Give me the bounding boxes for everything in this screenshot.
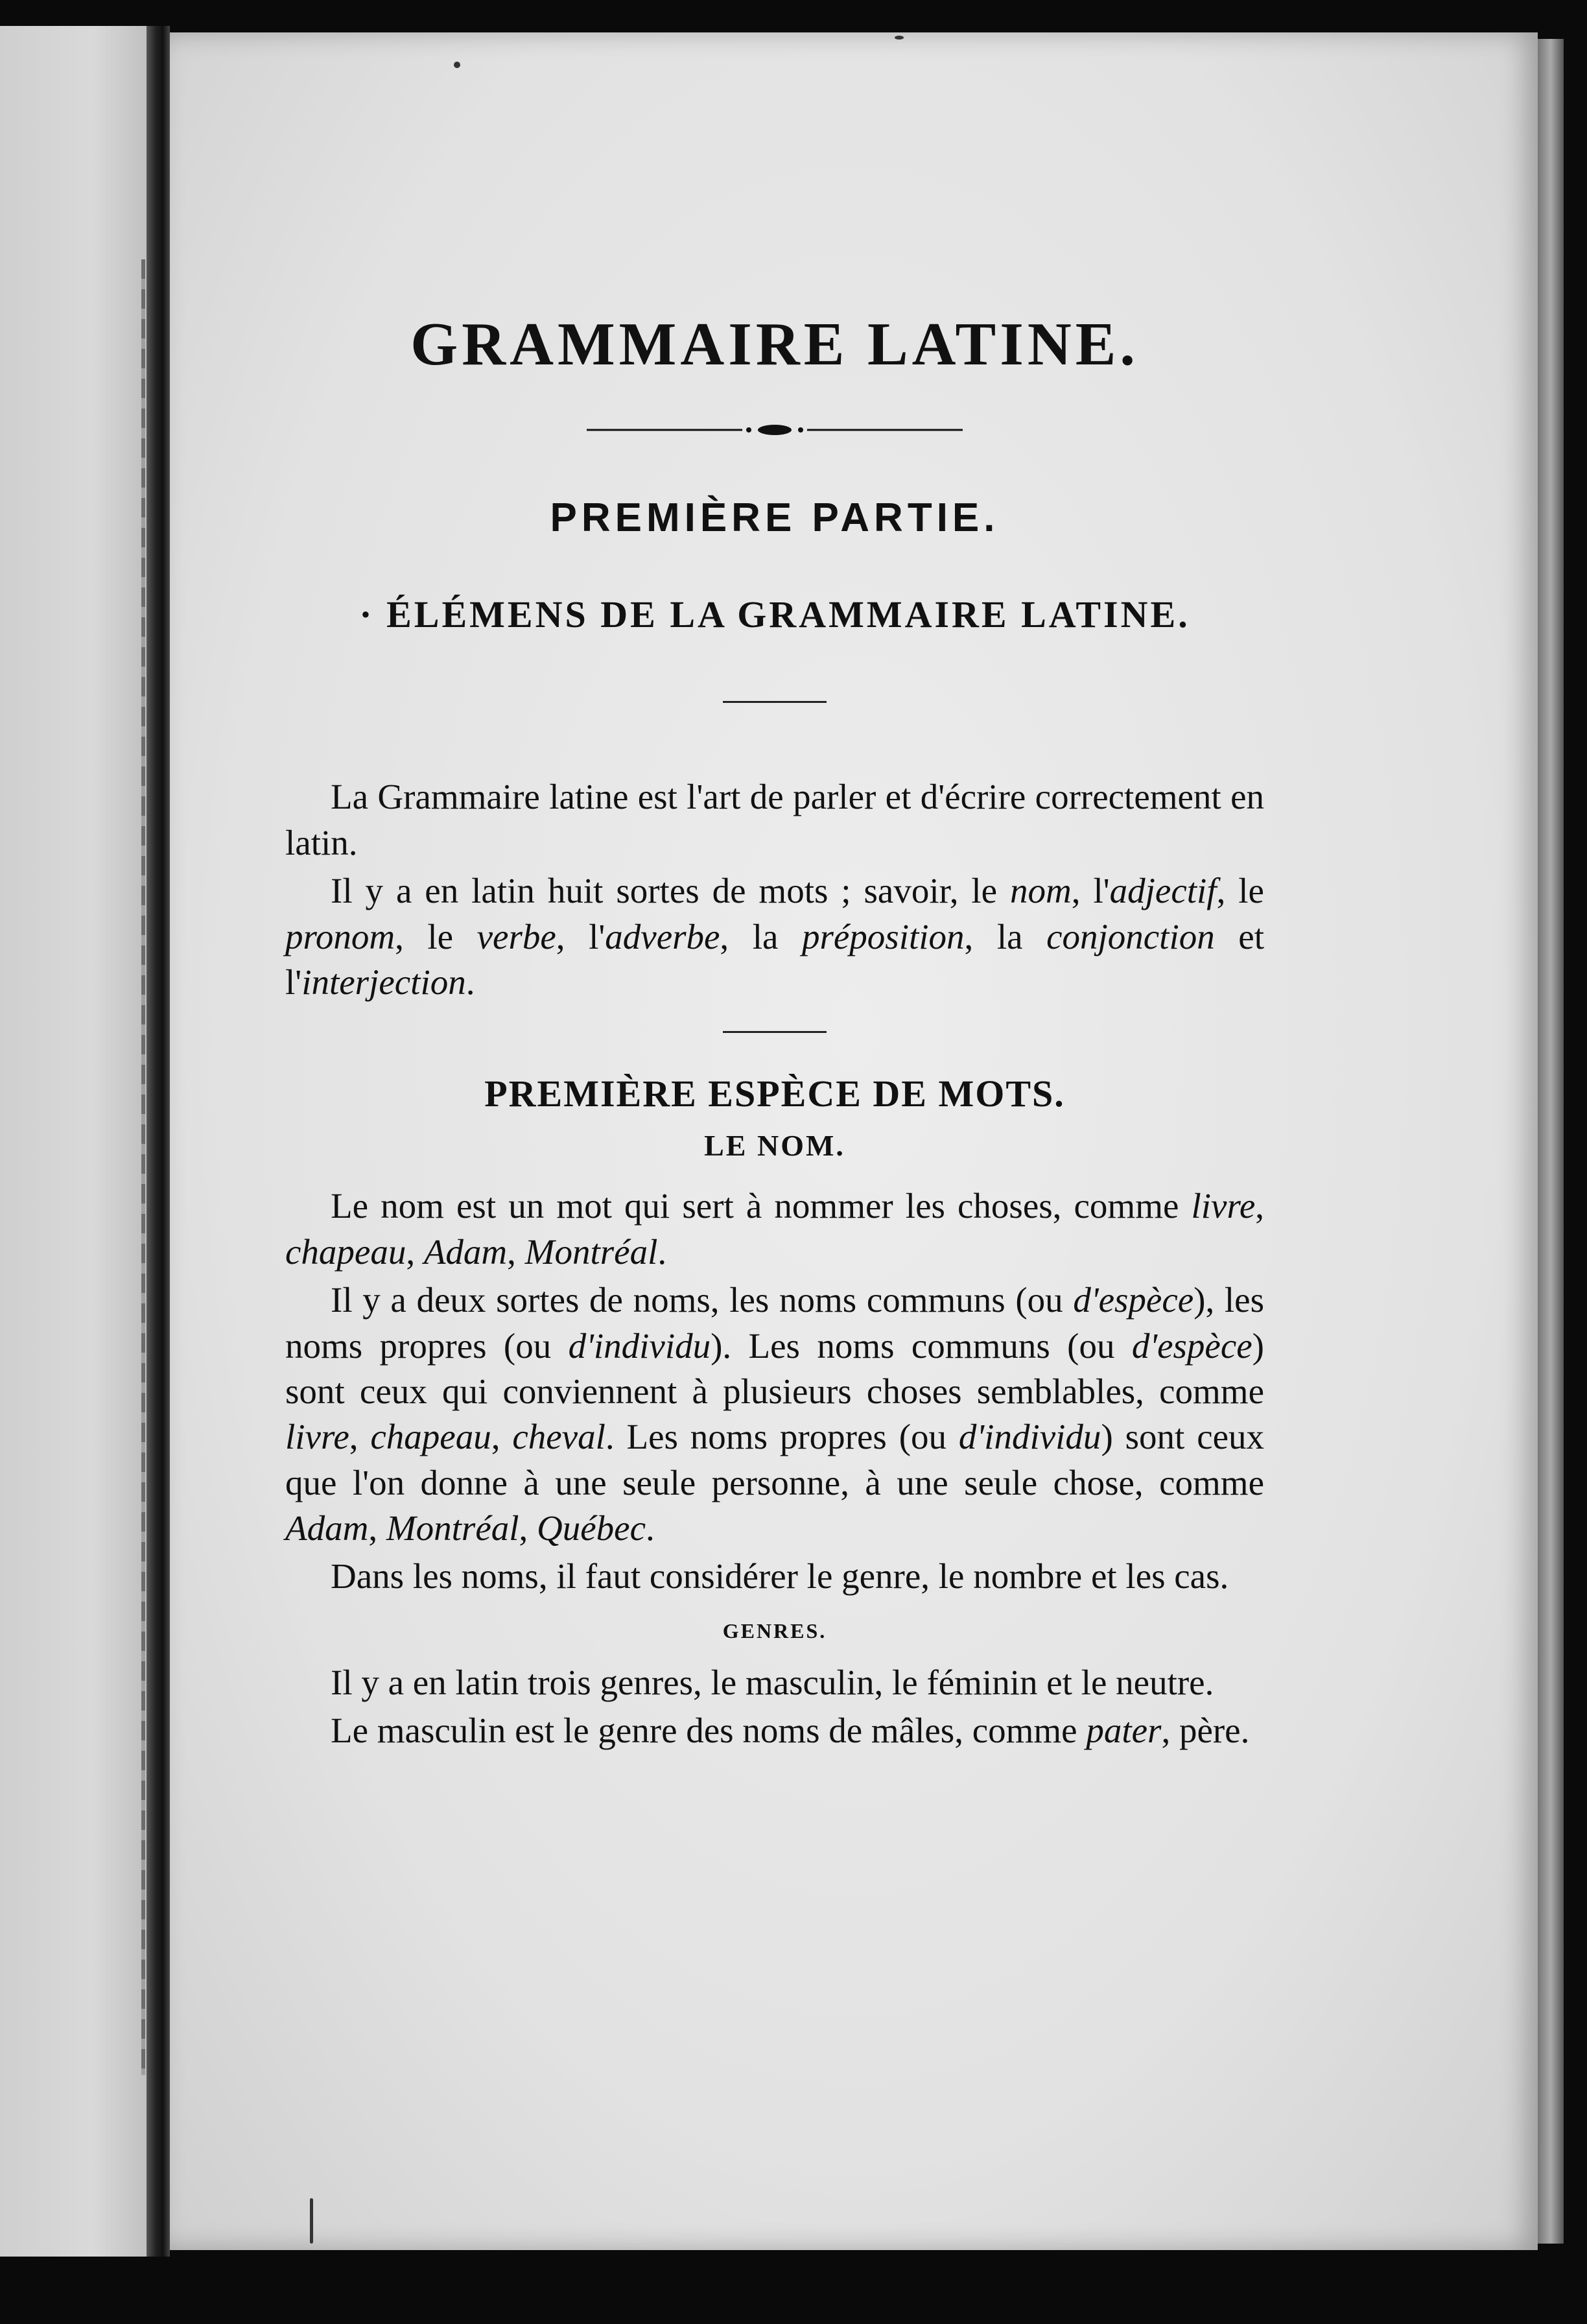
section-rule [723,1031,827,1033]
part-title: PREMIÈRE PARTIE. [550,495,1000,541]
dust-mark [310,2198,313,2244]
nom-paragraph-2: Il y a deux sortes de noms, les noms communs (ou d'espèce), les noms propres (ou d'individu). Les noms communs (ou d'espèce) sont ceux qui conviennent à plusieurs choses semblables, comme livre, chapeau, cheval. Les noms propres (ou d'individu) sont ceux que l'on donne à une seule personne, à une seule chose, comme Adam, Montréal, Québec. [285,1280,1265,1548]
book-spine [147,26,170,2257]
binding-thread [141,259,145,2075]
intro-paragraph-1: La Grammaire latine est l'art de parler et d'écrire correctement en latin. [285,777,1264,862]
page-content [285,311,1264,1754]
intro-paragraph-2: Il y a en latin huit sortes de mots ; savoir, le nom, l'adjectif, le pronom, le verbe, l'adverbe, la préposition, la conjonction et l'interjection. [285,871,1264,1002]
genres-title: GENRES. [722,1618,827,1642]
section-rule [723,701,827,703]
dust-speck [454,62,460,68]
nom-paragraph-3: Dans les noms, il faut considérer le genre, le nombre et les cas. [331,1556,1229,1596]
ornament-divider-icon [587,423,963,436]
dust-speck [895,36,904,40]
genres-paragraph-1: Il y a en latin trois genres, le masculin, le féminin et le neutre. [331,1662,1214,1702]
section-subtitle: LE NOM. [704,1129,845,1163]
part-subtitle: · ÉLÉMENS DE LA GRAMMAIRE LATINE. [359,593,1190,636]
nom-paragraph-1: Le nom est un mot qui sert à nommer les choses, comme livre, chapeau, Adam, Montréal. [285,1186,1264,1272]
right-page-edge [1538,39,1564,2244]
book-title: GRAMMAIRE LATINE. [410,311,1139,378]
genres-paragraph-2: Le masculin est le genre des noms de mâles, comme pater, père. [331,1711,1250,1751]
section-title: PREMIÈRE ESPÈCE DE MOTS. [484,1073,1065,1115]
left-page-edge [0,26,154,2257]
